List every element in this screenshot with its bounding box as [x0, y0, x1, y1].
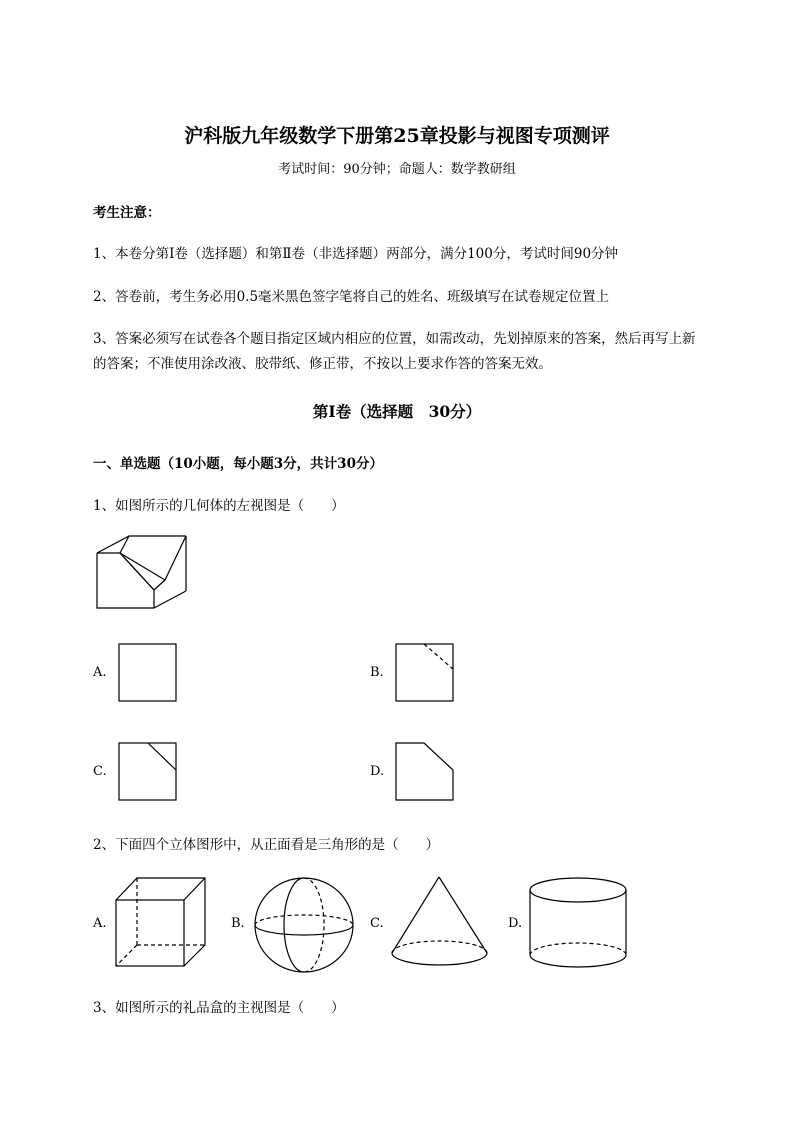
q2-option-c-label[interactable]: C.: [370, 916, 384, 931]
exam-info: 考试时间：90分钟；命题人：数学教研组: [278, 162, 516, 177]
q2-option-b-label[interactable]: B.: [231, 916, 245, 931]
q1-option-c-label[interactable]: C.: [93, 764, 107, 779]
part-heading: 一、单选题（10小题，每小题3分，共计30分）: [93, 456, 383, 472]
question-3-stem: 3、如图所示的礼品盒的主视图是（ ）: [93, 1000, 345, 1016]
page-title: 沪科版九年级数学下册第25章投影与视图专项测评: [184, 125, 610, 147]
question-1-stem: 1、如图所示的几何体的左视图是（ ）: [93, 498, 345, 514]
q1-option-d-label[interactable]: D.: [370, 764, 385, 779]
notice-item-2: 2、答卷前，考生务必用0.5毫米黑色签字笔将自己的姓名、班级填写在试卷规定位置上: [93, 289, 610, 305]
q2-option-a-label[interactable]: A.: [93, 916, 107, 931]
notice-item-1: 1、本卷分第I卷（选择题）和第Ⅱ卷（非选择题）两部分，满分100分，考试时间90分钟: [93, 246, 619, 262]
section-title: 第I卷（选择题 30分）: [312, 402, 482, 421]
q1-option-a-label[interactable]: A.: [93, 665, 107, 680]
notice-item-3-cont: 的答案；不准使用涂改液、胶带纸、修正带，不按以上要求作答的答案无效。: [93, 356, 552, 372]
question-2-stem: 2、下面四个立体图形中，从正面看是三角形的是（ ）: [93, 837, 440, 853]
q1-option-b-label[interactable]: B.: [370, 665, 384, 680]
q2-option-d-label[interactable]: D.: [508, 916, 523, 931]
notice-item-3: 3、答案必须写在试卷各个题目指定区域内相应的位置，如需改动，先划掉原来的答案，然后再写上新: [93, 331, 696, 347]
notice-heading: 考生注意：: [93, 205, 161, 221]
